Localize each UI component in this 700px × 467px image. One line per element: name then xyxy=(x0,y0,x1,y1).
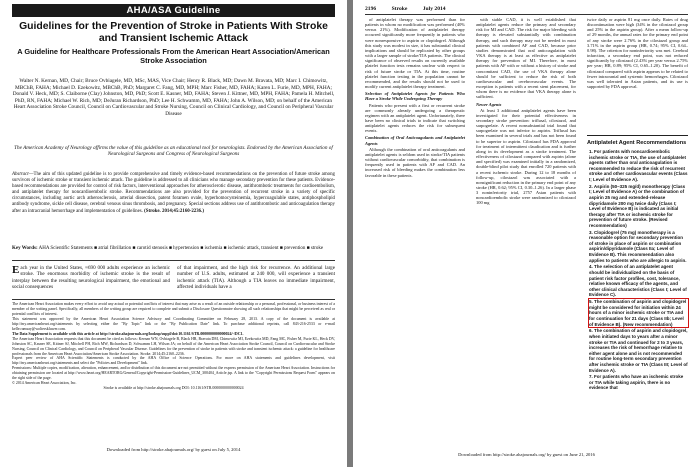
recommendation-item: 6. The combination of aspirin and clopidogrel, when initiated days to years after a minor stroke or TIA and continued for 2 to 3 years, increases the risk of hemorrhage relative to either agent alone and is not recommended for routine long-term secondary prevention after ischemic stroke or TIA (Class III; Level of Evidence A). xyxy=(589,328,688,373)
paragraph: twice daily or aspirin 81 mg once daily. Rates of drug discontinuation were high (34% in the cilostazol group and 25% in the aspirin group). After a mean follow-up of 29 months, the annual rates for the primary end point of any stroke were 2.76% in the cilostazol group and 3.71% in the aspirin group (HR, 0.74; 95% CI, 0.64–0.98). The criterion for noninferiority was met. Cerebral infarction, a secondary end point, was not reduced significantly by cilostazol (2.43% per year versus 2.75% per year; HR, 0.89; 95% CI, 0.65–1.20). The benefit of cilostazol compared with aspirin appears to be related to fewer intracranial and systemic hemorrhages. Cilostazol was well tolerated in Asian patients, and its use is supported by FDA approval. xyxy=(587,17,688,90)
citation: (Stroke. 2014;45:2160-2236.) xyxy=(144,208,204,214)
endorsement-note: The American Academy of Neurology affirms the value of this guideline as an educational tool for neurologists. Endorsed by the American Association of Neurological Surgeons and Congress of Neurological Surgeons xyxy=(14,145,333,158)
recommendations-box xyxy=(587,135,688,392)
footnote: This statement was approved by the American Heart Association Science Advisory and Coordinating Committee on February 28, 2013. A copy of the document is available at http://my.americanheart.org/statements by selecting either the "By Topic" link or the "By Publication Date" link. To purchase additional reprints, call 843-216-2533 or e-mail kelle.ramsay@wolterskluwer.com. xyxy=(12,316,335,331)
article-title: Guidelines for the Prevention of Stroke in Patients With Stroke and Transient Ischemic Attack xyxy=(19,21,328,44)
paragraph: At least 3 additional antiplatelet agents have been investigated for their potential effectiveness in secondary stroke prevention: triflusal, cilostazol, and sarpogrelate. A recent nonsubstantial trial found that sarpogrelate was not inferior to aspirin. Triflusal has been examined in several trials and has not been found to be superior to aspirin. Cilostazol has FDA approval for treatment of intermittent claudication and is further along in its development as a stroke treatment. The effectiveness of cilostazol compared with aspirin (alone and specified) was examined initially in a randomized, double-blind pilot study that enrolled 720 patients with a recent ischemic stroke. During 12 to 18 months of follow-up, cilostazol was associated with a nonsignificant reduction in the primary end point of any stroke (HR, 0.62; 95% CI, 0.30–1.26). In a larger phase 3 noninferiority trial, 2757 Asian patients with noncardioembolic stroke were randomized to cilostazol 100 mg xyxy=(476,107,576,206)
footnote: Expert peer review of AHA Scientific Statements is conducted by the AHA Office of Science Operations. For more on AHA statements and guidelines development, visit http://my.americanheart.org/statements and select the "Policies and Development" link. xyxy=(12,356,335,366)
footnote-divider xyxy=(12,299,335,300)
footnote: The Data Supplement is available with this article at http://stroke.ahajournals.org/lookup/suppl/doi:10.1161/STR.0000000000000024/-/DC1. xyxy=(12,331,244,336)
footnote: Permissions: Multiple copies, modification, alteration, enhancement, and/or distribution of this document are not permitted without the express permission of the American Heart Association. Instructions for obtaining permission are located at http://www.heart.org/HEARTORG/General/Copyright-Permission-Guidelines_UCM_300404_Article.jsp. A link to the "Copyright Permissions Request Form" appears on the right side of the page. xyxy=(12,366,335,381)
section-heading: Newer Agents xyxy=(476,101,502,107)
recommendation-item: 3. Clopidogrel (75 mg) monotherapy is a reasonable option for secondary prevention of stroke in place of aspirin or combination aspirin/dipyridamole (Class IIa; Level of Evidence B). This recommendation also applies to patients who are allergic to aspirin. xyxy=(589,229,687,263)
paragraph: of antiplatelet therapy was performed than for patients in whom no modification was performed (40% versus 21%). Modification of antiplatelet therapy occurred significantly more frequently in patients who were nonresponsive to aspirin or clopidogrel. Although this study was modest in size, it has substantial clinical implications and should be replicated by other groups with a larger sample of stroke/TIA patients. The clinical significance of observed results on currently available platelet function tests remains unclear with respect to risk of future stroke or TIA. At this time, routine platelet function testing in the population cannot be recommended, and the results should not be used to modify current antiplatelet therapy treatment. xyxy=(365,17,465,90)
intro-column-left xyxy=(12,265,170,291)
text-column-1 xyxy=(365,17,465,179)
divider xyxy=(12,260,335,261)
footnote: Stroke is available at http://stroke.ahajournals.org DOI: 10.1161/STR.0000000000000024 xyxy=(103,386,244,391)
page-number: 2196 xyxy=(365,6,377,12)
paragraph: with stable CAD, it is well established that antiplatelet agents reduce the primary and secondary risk for MI and CAD. The risk for major bleeding with therapy is elevated substantially with combination therapy, and such therapy may not be needed in most patients with combined AF and CAD, because prior studies demonstrated that oral anticoagulation with VKA therapy is at least as effective as antiplatelet therapy for prevention of MI. Therefore, in most patients with AF with or without a history of stroke and concomitant CAD, the use of VKA therapy alone should be sufficient to reduce the risk of both cardiovascular and cerebrovascular events. The exception is patients with a recent stent placement, for whom there is no evidence that VKA therapy alone is sufficient. xyxy=(476,17,576,100)
recommendation-item: 5. The combination of aspirin and clopidogrel might be considered for initiation within 24 hours of a minor ischemic stroke or TIA and for continuation for 21 days (Class IIb; Level of Evidence B). (New recommendation) xyxy=(589,299,687,327)
section-heading: Selection of Antiplatelet Agents for Patients Who Have a Stroke While Undergoing Therapy xyxy=(365,91,465,102)
author-list: Walter N. Kernan, MD, Chair; Bruce Ovbiagele, MD, MSc, MAS, Vice Chair; Henry R. Black, MD; Dawn M. Bravata, MD; Marc I. Chimowitz, MBChB, FAHA; Michael D. Ezekowitz, MBChB, PhD; Margaret C. Fang, MD, MPH; Marc Fisher, MD, FAHA; Karen L. Furie, MD, MPH, FAHA; Donald V. Heck, MD; S. Claiborne (Clay) Johnston, MD, PhD; Scott E. Kasner, MD, FAHA; Steven J. Kittner, MD, MPH, FAHA; Pamela H. Mitchell, PhD, RN, FAHA; Michael W. Rich, MD; DeJuran Richardson, PhD; Lee H. Schwamm, MD, FAHA; John A. Wilson, MD; on behalf of the American Heart Association Stroke Council, Council on Cardiovascular and Stroke Nursing, Council on Clinical Cardiology, and Council on Peripheral Vascular Disease xyxy=(12,78,335,117)
abstract-text: —The aim of this updated guideline is to provide comprehensive and timely evidence-based recommendations on the prevention of future stroke among survivors of ischemic stroke or transient ischemic attack. The guideline is addressed to all clinicians who manage secondary prevention for these patients. Evidence-based recommendations are provided for control of risk factors, interventional approaches for atherosclerotic disease, antithrombotic treatments for cardioembolism, and antiplatelet therapy for noncardioembolic stroke. Recommendations are also provided for the prevention of recurrent stroke in a variety of specific circumstances, including aortic arch atherosclerosis, arterial dissection, patent foramen ovale, hyperhomocysteinemia, hypercoagulable states, antiphospholipid antibody syndrome, sickle cell disease, cerebral venous sinus thrombosis, and pregnancy. Special sections address use of antithrombotic and anticoagulation therapy after an intracranial hemorrhage and implementation of guidelines. xyxy=(12,172,335,214)
recommendation-item: 4. The selection of an antiplatelet agent should be individualized on the basis of patient risk factor profiles, cost, tolerance, relative known efficacy of the agents, and other clinical characteristics (Class I; Level of Evidence C). xyxy=(589,264,687,298)
footnote: The American Heart Association makes every effort to avoid any actual or potential conflicts of interest that may arise as a result of an outside relationship or a personal, professional, or business interest of a member of the writing panel. Specifically, all members of the writing group are required to complete and submit a Disclosure Questionnaire showing all such relationships that might be perceived as real or potential conflicts of interest. xyxy=(12,302,335,316)
abstract xyxy=(12,172,335,215)
text-column-3 xyxy=(587,17,688,130)
article-subtitle: A Guideline for Healthcare Professionals From the American Heart Association/American Stroke Association xyxy=(17,47,330,65)
guideline-banner: AHA/ASA Guideline xyxy=(12,4,335,17)
abstract-label: Abstract xyxy=(12,172,29,177)
recommendation-item: 7. For patients who have an ischemic stroke or TIA while taking aspirin, there is no evidence that xyxy=(589,374,684,391)
paragraph: Although the combination of oral anticoagulants and antiplatelet agents is seldom used in stroke/TIA patients without cardiovascular comorbidity, that combination is frequently used in patients with AF and CAD. An increased risk of bleeding makes the combination less favorable in these patients. xyxy=(365,146,465,178)
recommendations-title: Antiplatelet Agent Recommendations xyxy=(587,140,687,146)
intro-text-left: ach year in the United States, ≈690 000 adults experience an ischemic stroke. The enormous morbidity of ischemic stroke is the result of interplay between the resulting neurological impairment, the emotional and social consequences xyxy=(12,265,170,291)
keywords-label: Key Words: xyxy=(12,246,38,251)
right-page xyxy=(353,0,700,467)
text-column-2 xyxy=(476,17,576,207)
drop-cap: E xyxy=(12,264,20,276)
download-footer-link[interactable]: Downloaded from http://stroke.ahajournals.org/ by guest on July 5, 2014 xyxy=(106,447,241,452)
download-footer-link[interactable]: Downloaded from http://stroke.ahajournals.org/ by guest on June 21, 2016 xyxy=(458,452,595,457)
recommendation-item: 2. Aspirin (50–325 mg/d) monotherapy (Class I; Level of Evidence A) or the combination of aspirin 25 mg and extended-release dipyridamole 200 mg twice daily (Class I; Level of Evidence B) is indicated as initial therapy after TIA or ischemic stroke for prevention of future stroke. (Revised recommendation) xyxy=(589,183,686,228)
keywords-text: AHA Scientific Statements ■ atrial fibrillation ■ carotid stenosis ■ hypertension ■ ischemia ■ ischemic attack, transient ■ prevention ■ stroke xyxy=(38,246,324,251)
running-header xyxy=(365,6,460,12)
header-rule xyxy=(365,14,688,15)
footnote: © 2014 American Heart Association, Inc. xyxy=(12,381,77,386)
recommendation-item: 1. For patients with noncardioembolic ischemic stroke or TIA, the use of antiplatelet agents rather than oral anticoagulation is recommended to reduce the risk of recurrent stroke and other cardiovascular events (Class I; Level of Evidence A). xyxy=(589,149,688,182)
recommendation-list xyxy=(587,149,688,391)
footnotes xyxy=(12,302,335,391)
keywords xyxy=(12,246,335,252)
paragraph: Patients who present with a first or recurrent stroke are commonly already undergoing a therapeutic regimen with an antiplatelet agent. Unfortunately, there have been no clinical trials to indicate that switching antiplatelet agents reduces the risk for subsequent events. xyxy=(365,102,465,134)
issue-date: July 2014 xyxy=(422,6,446,12)
intro-column-right: of that impairment, and the high risk for recurrence. An additional large number of U.S. adults, estimated at 240 000, will experience a transient ischemic attack (TIA). Although a TIA leaves no immediate impairment, affected individuals have a xyxy=(177,265,335,291)
left-page xyxy=(0,0,347,467)
journal-name: Stroke xyxy=(391,6,408,12)
footnote: The American Heart Association requests that this document be cited as follows: Kernan WN, Ovbiagele B, Black HR, Bravata DM, Chimowitz MI, Ezekowitz MD, Fang MC, Fisher M, Furie KL, Heck DV, Johnston SC, Kasner SE, Kittner SJ, Mitchell PH, Rich MW, Richardson D, Schwamm LH, Wilson JA; on behalf of the American Heart Association Stroke Council, Council on Cardiovascular and Stroke Nursing, Council on Clinical Cardiology, and Council on Peripheral Vascular Disease. Guidelines for the prevention of stroke in patients with stroke and transient ischemic attack: a guideline for healthcare professionals from the American Heart Association/American Stroke Association. Stroke. 2014;45:2160–2236. xyxy=(12,336,335,356)
section-heading: Combination of Oral Anticoagulants and Antiplatelet Agents xyxy=(365,135,465,146)
